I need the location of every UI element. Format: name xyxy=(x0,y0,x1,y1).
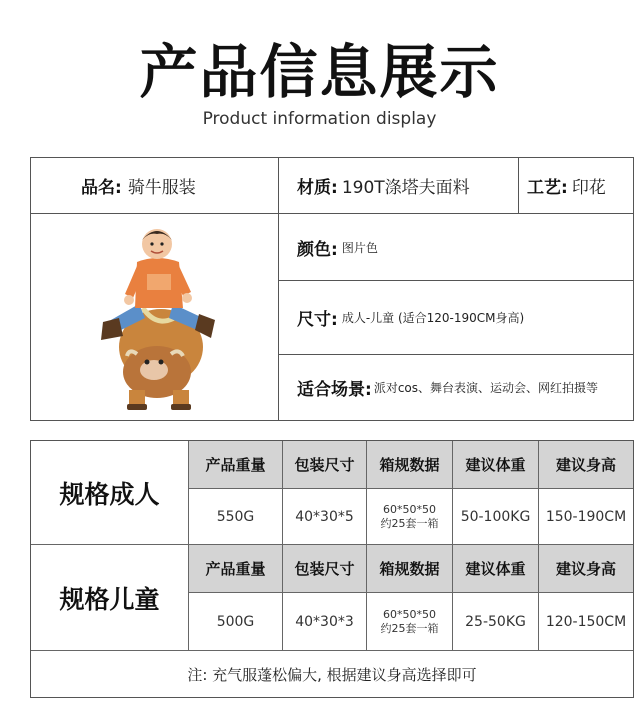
child-riding-inflatable-bull-image xyxy=(99,222,239,412)
adult-body-weight: 50-100KG xyxy=(453,489,539,545)
adult-box-line1: 60*50*50 xyxy=(383,502,436,516)
child-height: 120-150CM xyxy=(539,593,633,651)
name-label: 品名: xyxy=(81,178,122,198)
child-spec-label: 规格儿童 xyxy=(31,545,189,651)
scene-label: 适合场景: xyxy=(297,380,372,400)
adult-box-line2: 约25套一箱 xyxy=(380,516,439,530)
spec-table xyxy=(30,440,634,698)
craft-value: 印花 xyxy=(571,178,606,198)
adult-package: 40*30*5 xyxy=(283,489,367,545)
adult-header-height: 建议身高 xyxy=(539,441,633,489)
child-box xyxy=(367,593,453,651)
child-box-line2: 约25套一箱 xyxy=(380,621,439,635)
child-weight: 500G xyxy=(189,593,283,651)
material-cell xyxy=(279,158,519,214)
adult-header-weight: 产品重量 xyxy=(189,441,283,489)
size-note: 注: 充气服蓬松偏大, 根据建议身高选择即可 xyxy=(187,665,477,684)
child-header-package: 包装尺寸 xyxy=(283,545,367,593)
name-value: 骑牛服装 xyxy=(127,178,196,198)
adult-header-package: 包装尺寸 xyxy=(283,441,367,489)
product-info-table xyxy=(30,157,634,421)
size-cell xyxy=(279,281,633,355)
child-package: 40*30*3 xyxy=(283,593,367,651)
adult-header-box: 箱规数据 xyxy=(367,441,453,489)
color-label: 颜色: xyxy=(297,239,338,260)
size-value: 成人-儿童 (适合120-190CM身高) xyxy=(341,311,525,325)
adult-weight: 550G xyxy=(189,489,283,545)
craft-cell xyxy=(519,158,633,214)
adult-spec-label: 规格成人 xyxy=(31,441,189,545)
color-cell xyxy=(279,214,633,281)
scene-value: 派对cos、舞台表演、运动会、网红拍摄等 xyxy=(373,381,599,395)
product-image-cell xyxy=(31,214,279,420)
material-value: 190T涤塔夫面料 xyxy=(341,178,470,198)
child-header-height: 建议身高 xyxy=(539,545,633,593)
child-box-line1: 60*50*50 xyxy=(383,607,436,621)
child-header-box: 箱规数据 xyxy=(367,545,453,593)
child-body-weight: 25-50KG xyxy=(453,593,539,651)
adult-height: 150-190CM xyxy=(539,489,633,545)
craft-label: 工艺: xyxy=(527,178,568,198)
name-cell xyxy=(31,158,279,214)
page-subtitle: Product information display xyxy=(202,109,437,129)
adult-header-body-weight: 建议体重 xyxy=(453,441,539,489)
material-label: 材质: xyxy=(297,178,338,198)
child-header-body-weight: 建议体重 xyxy=(453,545,539,593)
page-title: 产品信息展示 xyxy=(139,38,500,106)
adult-box xyxy=(367,489,453,545)
size-label: 尺寸: xyxy=(297,310,338,330)
scene-cell xyxy=(279,355,633,420)
child-header-weight: 产品重量 xyxy=(189,545,283,593)
color-value: 图片色 xyxy=(341,240,378,255)
